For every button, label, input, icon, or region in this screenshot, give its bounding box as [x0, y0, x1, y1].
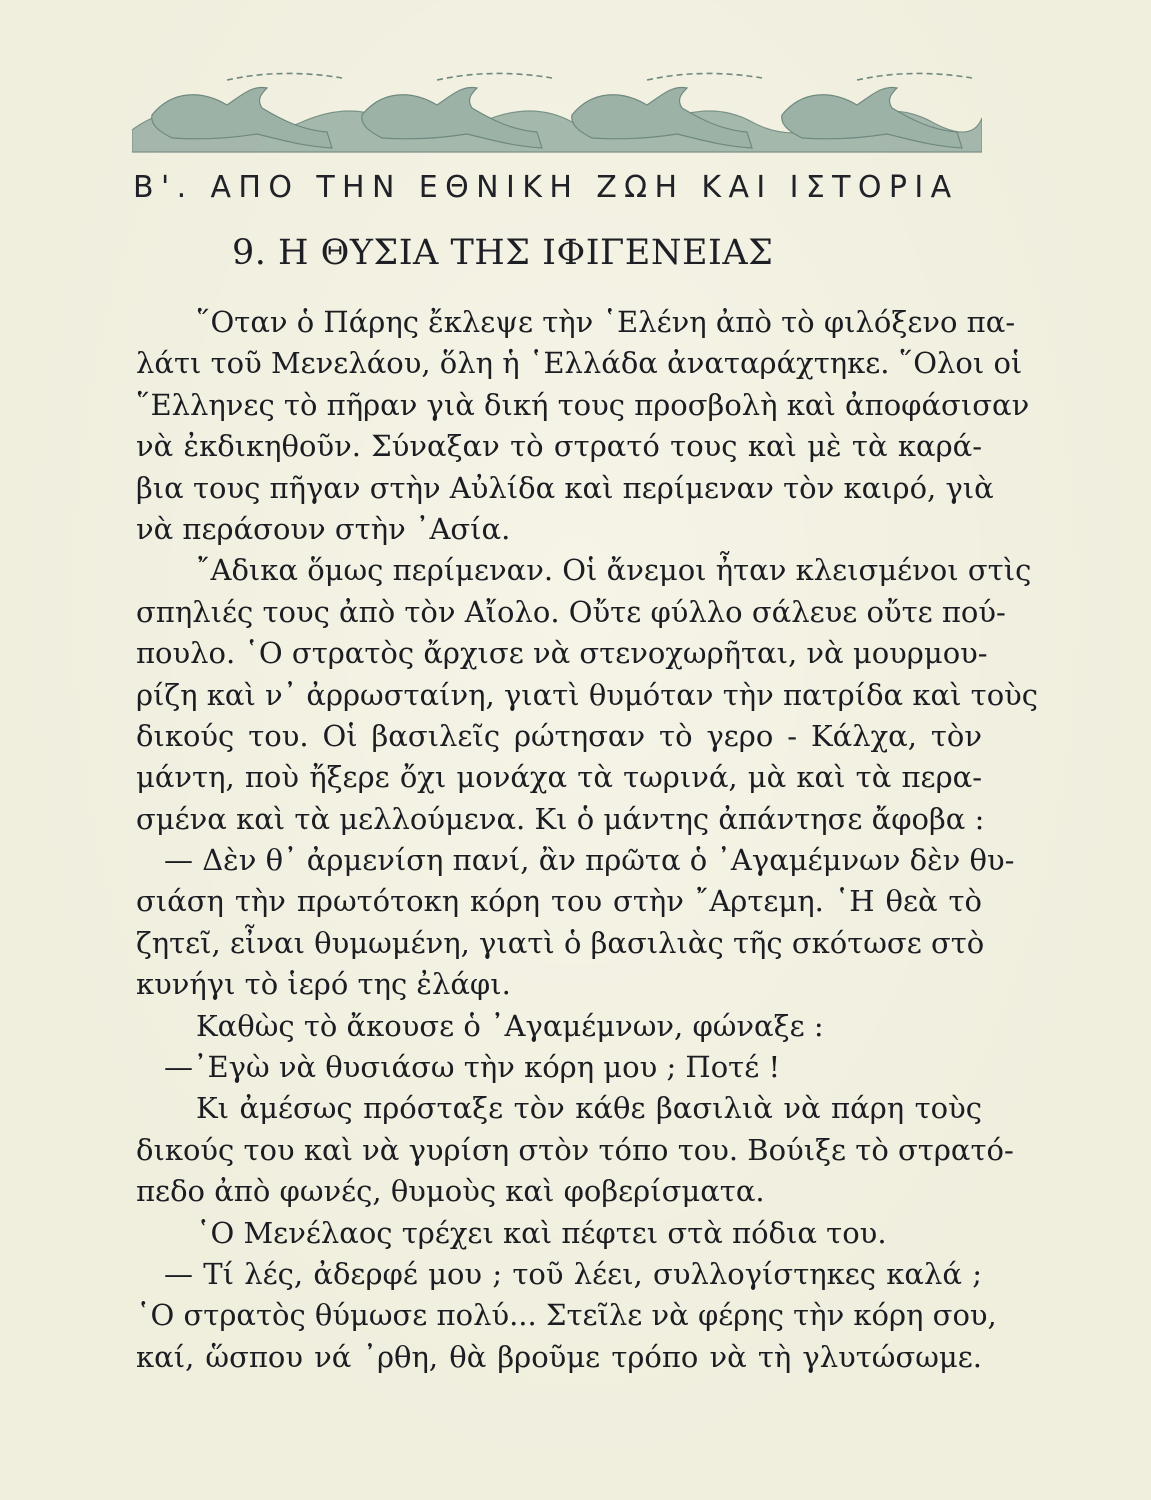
text-line: Καθὼς τὸ ἄκουσε ὁ ᾿Αγαμέμνων, φώναξε : [196, 1008, 824, 1043]
text-line: σμένα καὶ τὰ μελλούμενα. Κι ὁ μάντης ἀπάντησε ἄφοβα : [136, 801, 985, 836]
text-line: —᾿Εγὼ νὰ θυσιάσω τὴν κόρη μου ; Ποτέ ! [164, 1050, 781, 1085]
text-line: ῾Ο Μενέλαος τρέχει καὶ πέφτει στὰ πόδια του. [196, 1215, 887, 1250]
body-text [136, 302, 1039, 1378]
text-line: καί, ὥσπου νά ᾿ρθη, θὰ βροῦμε τρόπο νὰ τὴ γλυτώσωμε. [136, 1339, 982, 1374]
text-line: πουλο. ῾Ο στρατὸς ἄρχισε νὰ στενοχωρῆται, νὰ μουρμου- [136, 636, 988, 671]
text-line: — Τί λές, ἀδερφέ μου ; τοῦ λέει, συλλογίστηκες καλά ; [164, 1256, 982, 1291]
text-line: — Δὲν θ᾿ ἀρμενίση πανί, ἂν πρῶτα ὁ ᾿Αγαμέμνων δὲν θυ- [164, 843, 1015, 878]
text-line: μάντη, ποὺ ἤξερε ὄχι μονάχα τὰ τωρινά, μὰ καὶ τὰ περα- [136, 760, 982, 795]
text-line: σιάση τὴν πρωτότοκη κόρη του στὴν ῎Αρτεμη. ῾Η θεὰ τὸ [136, 884, 982, 919]
text-line: ῾Ο στρατὸς θύμωσε πολύ... Στεῖλε νὰ φέρης τὴν κόρη σου, [136, 1298, 997, 1333]
text-line: Κι ἀμέσως πρόσταξε τὸν κάθε βασιλιὰ νὰ πάρη τοὺς [196, 1091, 982, 1126]
text-line: ρίζη καὶ ν᾿ ἀρρωσταίνη, γιατὶ θυμόταν τὴν πατρίδα καὶ τοὺς [136, 677, 1039, 712]
text-line: ῎Αδικα ὅμως περίμεναν. Οἱ ἄνεμοι ἦταν κλεισμένοι στὶς [196, 553, 1032, 588]
text-line: νὰ περάσουν στὴν ᾿Ασία. [136, 511, 511, 546]
text-line: λάτι τοῦ Μενελάου, ὅλη ἡ ῾Ελλάδα ἀναταράχτηκε. ῞Ολοι οἱ [136, 346, 1023, 381]
chapter-title: 9. Η ΘΥΣΙΑ ΤΗΣ ΙΦΙΓΕΝΕΙΑΣ [232, 233, 774, 273]
text-line: νὰ ἐκδικηθοῦν. Σύναξαν τὸ στρατό τους καὶ μὲ τὰ καρά- [136, 429, 982, 464]
text-line: δικούς του καὶ νὰ γυρίση στὸν τόπο του. Βούιξε τὸ στρατό- [136, 1132, 1014, 1167]
text-line: ῞Οταν ὁ Πάρης ἔκλεψε τὴν ῾Ελένη ἀπὸ τὸ φιλόξενο πα- [196, 305, 1016, 339]
text-line: βια τους πῆγαν στὴν Αὐλίδα καὶ περίμεναν τὸν καιρό, γιὰ [136, 470, 994, 505]
section-title: Β'. ΑΠΟ ΤΗΝ ΕΘΝΙΚΗ ΖΩΗ ΚΑΙ ΙΣΤΟΡΙΑ [133, 170, 959, 205]
text-line: πεδο ἀπὸ φωνές, θυμοὺς καὶ φοβερίσματα. [136, 1174, 765, 1209]
text-line: ῞Ελληνες τὸ πῆραν γιὰ δική τους προσβολὴ καὶ ἀποφάσισαν [136, 387, 1030, 422]
text-line: δικούς του. Οἱ βασιλεῖς ρώτησαν τὸ γερο - Κάλχα, τὸν [136, 718, 982, 753]
text-line: ζητεῖ, εἶναι θυμωμένη, γιατὶ ὁ βασιλιὰς τῆς σκότωσε στὸ [136, 925, 985, 960]
text-line: κυνήγι τὸ ἱερό της ἐλάφι. [136, 967, 511, 1002]
frieze-ornament [132, 60, 982, 160]
text-line: σπηλιές τους ἀπὸ τὸν Αἴολο. Οὔτε φύλλο σάλευε οὔτε πού- [136, 594, 1006, 629]
